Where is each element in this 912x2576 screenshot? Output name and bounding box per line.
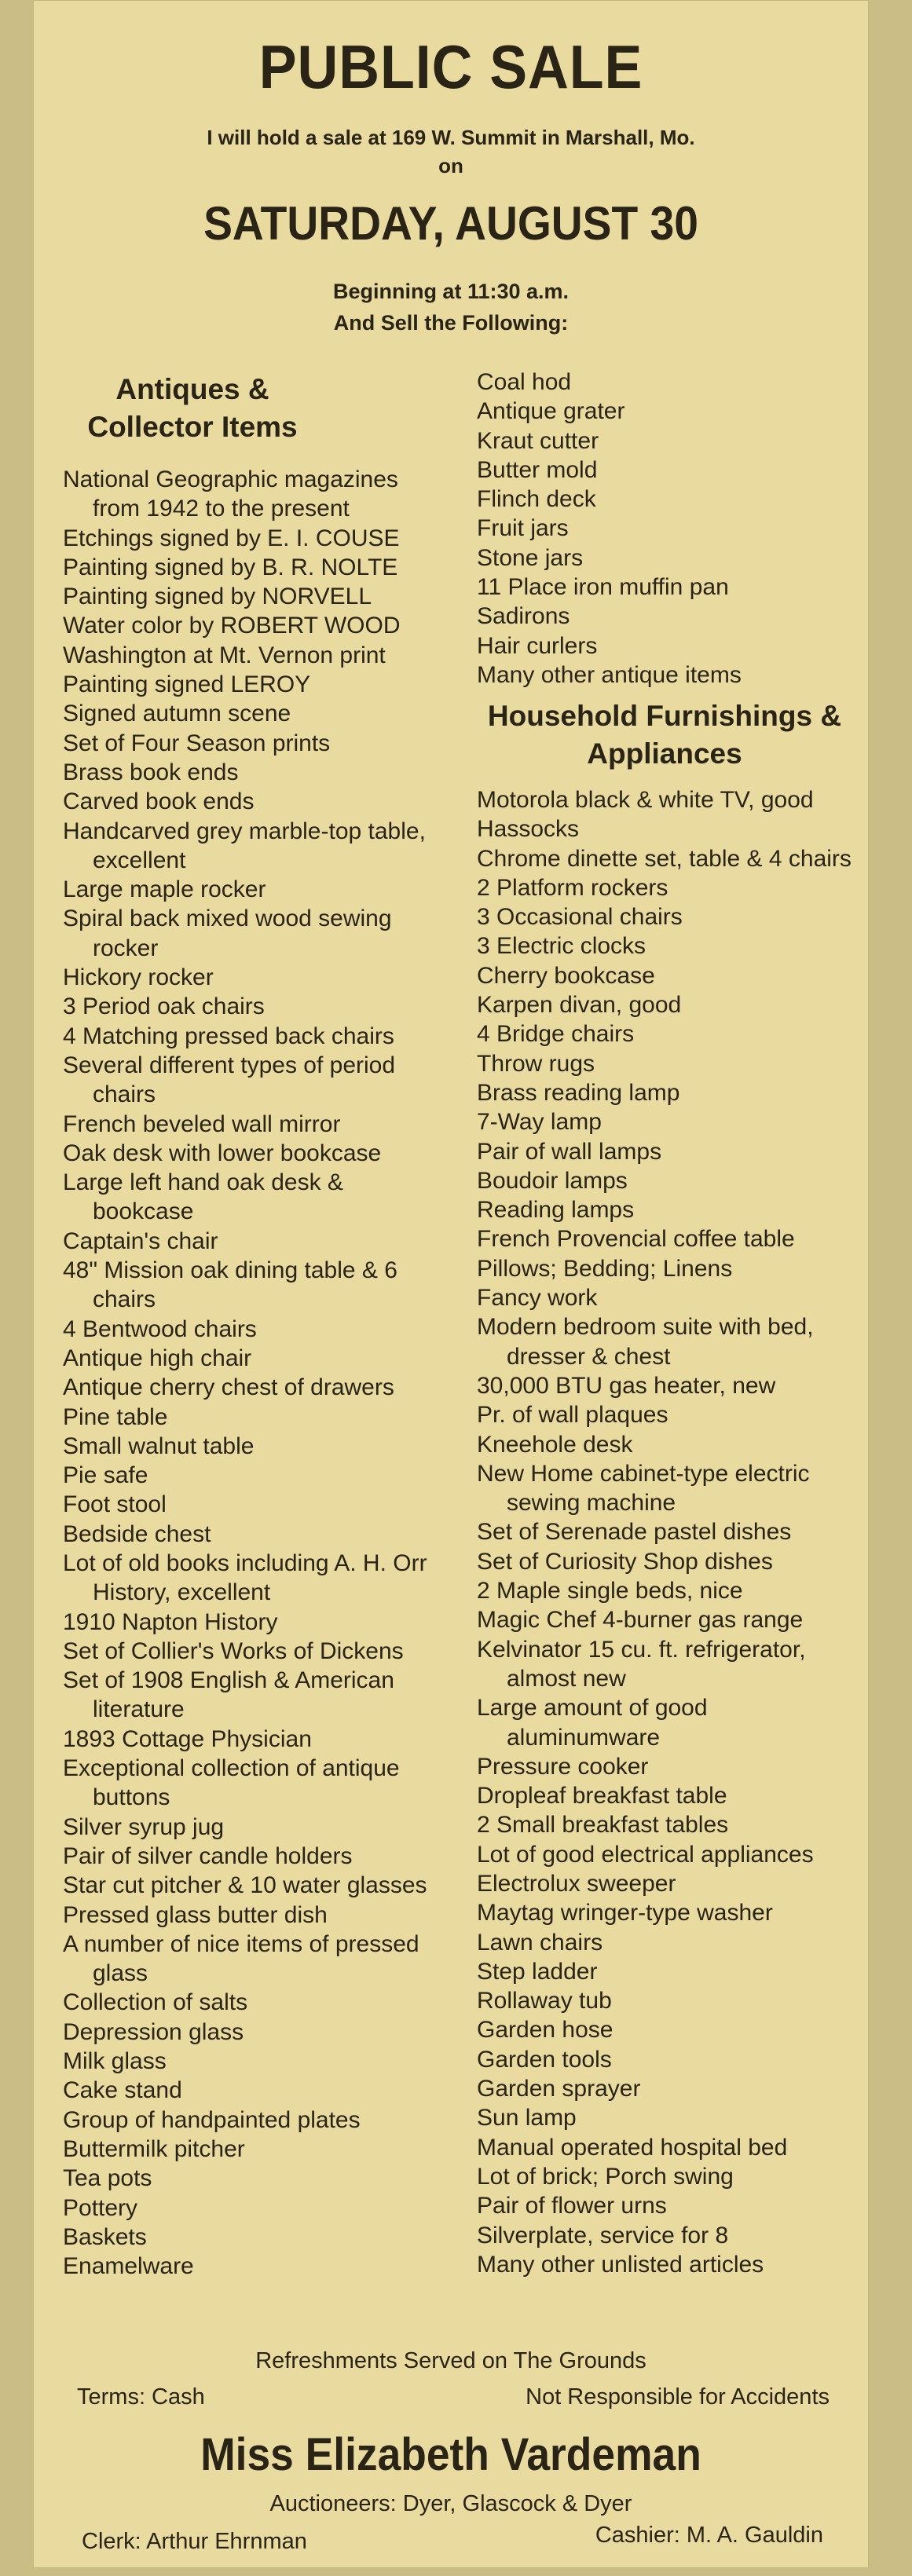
list-item: Water color by ROBERT WOOD [63, 613, 401, 639]
antiques-heading: Antiques & Collector Items [87, 373, 298, 443]
list-item: 3 Electric clocks [477, 933, 646, 960]
list-item: Step ladder [477, 1958, 598, 1985]
list-item: Painting signed LEROY [63, 671, 311, 698]
list-item: Collection of salts [63, 1989, 248, 2016]
list-item: Painting signed by NORVELL [63, 584, 372, 610]
list-item: Washington at Mt. Vernon print [63, 642, 386, 668]
list-item: Lot of brick; Porch swing [477, 2163, 734, 2190]
list-item: Pottery [63, 2194, 138, 2221]
list-item: Signed autumn scene [63, 701, 291, 727]
list-item: Chrome dinette set, table & 4 chairs [477, 845, 852, 872]
list-item: Brass reading lamp [477, 1079, 680, 1106]
list-item: Bedside chest [63, 1520, 211, 1547]
list-item: 3 Occasional chairs [477, 904, 683, 931]
list-item: Carved book ends [63, 789, 255, 815]
list-item: Electrolux sweeper [477, 1870, 676, 1897]
list-item: New Home cabinet-type electric sewing machine [477, 1460, 810, 1517]
list-item: Lawn chairs [477, 1929, 603, 1956]
list-item: Foot stool [63, 1491, 167, 1518]
list-item: Kraut cutter [477, 427, 599, 454]
list-item: Boudoir lamps [477, 1167, 628, 1194]
list-item: Set of Serenade pastel dishes [477, 1519, 792, 1546]
household-list [477, 785, 852, 2279]
list-item: Butter mold [477, 456, 598, 483]
list-item: Stone jars [477, 544, 584, 571]
list-item: Manual operated hospital bed [477, 2134, 788, 2161]
list-item: Antique grater [477, 398, 625, 425]
list-item: Flinch deck [477, 486, 596, 513]
list-item: Set of Collier's Works of Dickens [63, 1637, 404, 1664]
list-item: Garden hose [477, 2017, 613, 2044]
list-item: Baskets [63, 2223, 147, 2250]
list-item: 1910 Napton History [63, 1608, 278, 1635]
list-item: Tea pots [63, 2165, 152, 2192]
list-item: A number of nice items of pressed glass [63, 1930, 419, 1987]
list-item: Pr. of wall plaques [477, 1402, 668, 1429]
liability-note: Not Responsible for Accidents [526, 2384, 830, 2410]
antiques-list [63, 465, 448, 2281]
cashier: Cashier: M. A. Gauldin [595, 2523, 823, 2548]
list-item: Antique cherry chest of drawers [63, 1374, 394, 1401]
list-item: Rollaway tub [477, 1988, 612, 2014]
list-item: National Geographic magazines from 1942 to the present [63, 467, 398, 522]
list-item: Large maple rocker [63, 876, 266, 903]
list-item: Kelvinator 15 cu. ft. refrigerator, almost new [477, 1636, 806, 1692]
list-item: 30,000 BTU gas heater, new [477, 1372, 776, 1399]
list-item: Pressed glass butter dish [63, 1901, 328, 1928]
terms: Terms: Cash [77, 2384, 205, 2410]
sale-start-time: Beginning at 11:30 a.m. [332, 280, 570, 303]
list-item: Large amount of good aluminumware [477, 1695, 708, 1751]
list-item: Many other unlisted articles [477, 2251, 764, 2278]
list-item: Pair of silver candle holders [63, 1842, 353, 1869]
list-item: 4 Matching pressed back chairs [63, 1023, 394, 1049]
list-item: Fruit jars [477, 515, 569, 542]
auctioneers: Auctioneers: Dyer, Glascock & Dyer [269, 2491, 632, 2516]
list-item: Star cut pitcher & 10 water glasses [63, 1872, 427, 1899]
list-item: Set of 1908 English & American literature [63, 1667, 394, 1723]
list-item: 1893 Cottage Physician [63, 1725, 312, 1752]
list-item: 4 Bridge chairs [477, 1021, 635, 1048]
list-item: Karpen divan, good [477, 992, 682, 1019]
list-item: Small walnut table [63, 1433, 255, 1459]
list-item: 2 Small breakfast tables [477, 1812, 729, 1839]
sale-date: SATURDAY, AUGUST 30 [203, 197, 698, 250]
list-item: Lot of old books including A. H. Orr History, excellent [63, 1550, 427, 1606]
list-item: Garden sprayer [477, 2076, 641, 2102]
list-item: Oak desk with lower bookcase [63, 1140, 382, 1166]
list-item: Several different types of period chairs [63, 1052, 396, 1108]
list-item: Enamelware [63, 2253, 194, 2280]
list-item: Cake stand [63, 2077, 182, 2104]
household-heading: Household Furnishings & Appliances [487, 700, 842, 770]
list-item: Set of Curiosity Shop dishes [477, 1548, 773, 1575]
list-item: 4 Bentwood chairs [63, 1315, 257, 1342]
list-item: Motorola black & white TV, good [477, 787, 814, 813]
list-item: Captain's chair [63, 1228, 218, 1254]
clerk: Clerk: Arthur Ehrnman [82, 2529, 307, 2554]
list-item: Cherry bookcase [477, 962, 655, 989]
list-item: Pressure cooker [477, 1753, 649, 1780]
list-item: Dropleaf breakfast table [477, 1783, 727, 1809]
list-item: Pine table [63, 1403, 168, 1430]
list-item: Depression glass [63, 2018, 244, 2045]
list-item: Antique high chair [63, 1345, 252, 1371]
list-item: Spiral back mixed wood sewing rocker [63, 906, 392, 961]
list-item: Milk glass [63, 2048, 167, 2075]
list-item: Sadirons [477, 603, 570, 630]
list-item: Exceptional collection of antique buttons [63, 1755, 400, 1811]
list-item: Coal hod [477, 369, 572, 395]
list-item: French Provencial coffee table [477, 1226, 795, 1253]
page-title: PUBLIC SALE [258, 32, 643, 101]
list-item: Throw rugs [477, 1050, 595, 1077]
list-item: Pie safe [63, 1462, 148, 1489]
list-item: Magic Chef 4-burner gas range [477, 1607, 804, 1634]
antiques-continued-list [477, 368, 852, 690]
list-item: 11 Place iron muffin pan [477, 574, 729, 601]
list-item: Hair curlers [477, 632, 598, 659]
list-item: French beveled wall mirror [63, 1111, 341, 1137]
list-item: Set of Four Season prints [63, 730, 331, 756]
list-item: 7-Way lamp [477, 1109, 602, 1136]
list-item: Painting signed by B. R. NOLTE [63, 554, 398, 580]
list-item: 2 Platform rockers [477, 874, 668, 901]
list-item: 48" Mission oak dining table & 6 chairs [63, 1257, 397, 1313]
list-item: Silver syrup jug [63, 1813, 225, 1840]
list-item: Handcarved grey marble-top table, excellent [63, 818, 426, 873]
list-item: Group of handpainted plates [63, 2106, 361, 2133]
list-item: Pillows; Bedding; Linens [477, 1255, 733, 1282]
list-item: Etchings signed by E. I. COUSE [63, 525, 400, 551]
list-item: Pair of wall lamps [477, 1138, 662, 1165]
sale-location: I will hold a sale at 169 W. Summit in Marshall, Mo. [207, 126, 695, 149]
sale-on: on [438, 154, 463, 177]
list-item: Modern bedroom suite with bed, dresser & chest [477, 1314, 814, 1370]
sale-intro: And Sell the Following: [333, 311, 569, 335]
list-item: Lot of good electrical appliances [477, 1841, 814, 1868]
list-item: Brass book ends [63, 759, 239, 785]
list-item: 3 Period oak chairs [63, 993, 265, 1020]
owner-name: Miss Elizabeth Vardeman [200, 2429, 701, 2480]
list-item: Maytag wringer-type washer [477, 1900, 773, 1927]
list-item: Large left hand oak desk & bookcase [63, 1169, 343, 1225]
list-item: Kneehole desk [477, 1431, 633, 1458]
list-item: 2 Maple single beds, nice [477, 1578, 743, 1605]
list-item: Silverplate, service for 8 [477, 2222, 729, 2249]
list-item: Sun lamp [477, 2105, 577, 2131]
list-item: Buttermilk pitcher [63, 2135, 245, 2162]
list-item: Fancy work [477, 1285, 598, 1312]
list-item: Pair of flower urns [477, 2193, 667, 2219]
list-item: Reading lamps [477, 1197, 635, 1224]
list-item: Garden tools [477, 2046, 612, 2073]
refreshments-note: Refreshments Served on The Grounds [255, 2348, 646, 2373]
list-item: Many other antique items [477, 661, 742, 688]
list-item: Hassocks [477, 816, 580, 843]
list-item: Hickory rocker [63, 964, 214, 991]
newspaper-clipping [33, 0, 869, 2568]
